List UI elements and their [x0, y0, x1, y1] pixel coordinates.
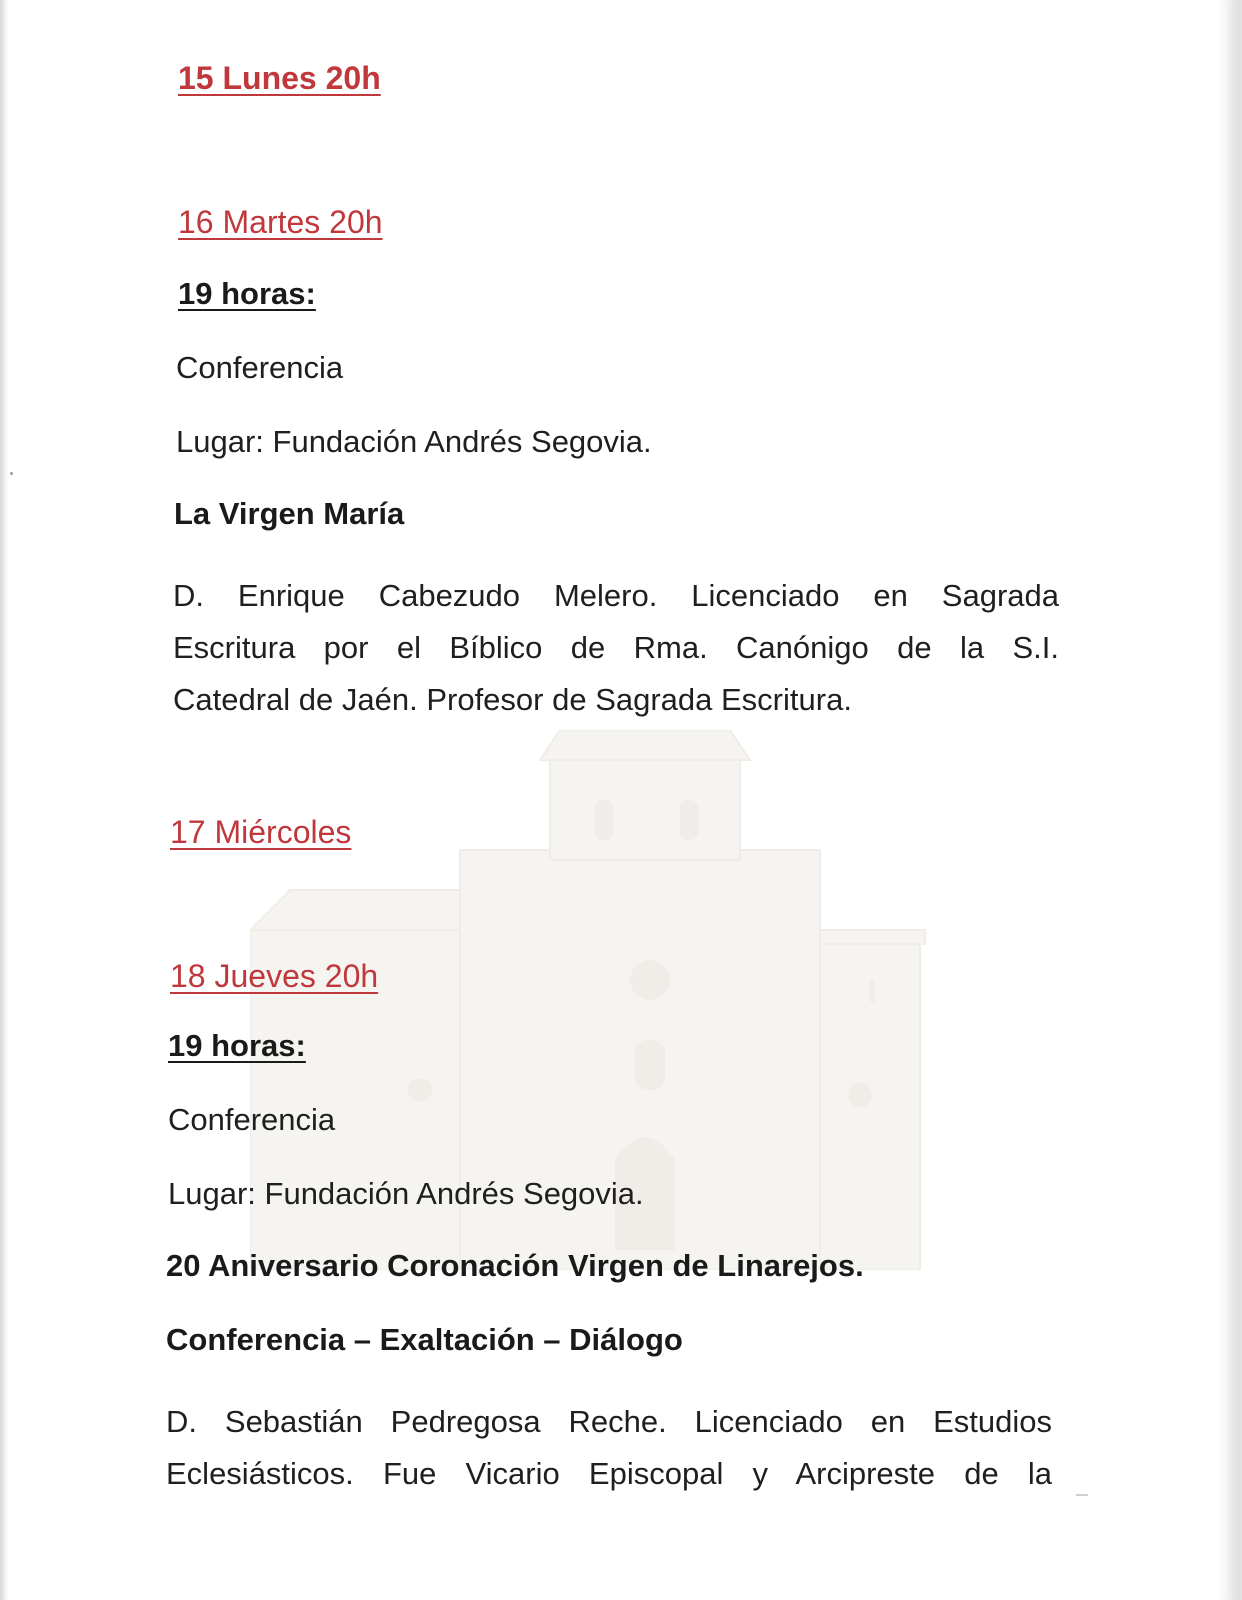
speaker-bio-line: Eclesiásticos. Fue Vicario Episcopal y Arcipreste de la: [166, 1456, 1052, 1491]
date-heading-17: 17 Miércoles: [170, 814, 352, 850]
scan-mark: [1076, 1494, 1088, 1496]
event-title-16: La Virgen María: [174, 496, 405, 531]
event-type-16: Conferencia: [176, 350, 344, 385]
speaker-bio-line: D. Enrique Cabezudo Melero. Licenciado en Sagrada: [173, 578, 1059, 613]
speaker-bio-18: [166, 1396, 1052, 1500]
date-heading-16: 16 Martes 20h: [178, 204, 383, 240]
speaker-bio-16: [173, 570, 1059, 726]
event-place-16: Lugar: Fundación Andrés Segovia.: [176, 424, 652, 459]
date-heading-18: 18 Jueves 20h: [170, 958, 379, 994]
scan-speck: [10, 472, 13, 475]
date-heading-15: 15 Lunes 20h: [178, 60, 381, 96]
speaker-bio-line: Escritura por el Bíblico de Rma. Canónigo de la S.I.: [173, 630, 1059, 665]
speaker-bio-line: Catedral de Jaén. Profesor de Sagrada Escritura.: [173, 682, 852, 717]
time-label-16: 19 horas:: [178, 276, 316, 311]
event-type-18: Conferencia: [168, 1102, 336, 1137]
event-place-18: Lugar: Fundación Andrés Segovia.: [168, 1176, 644, 1211]
time-label-18: 19 horas:: [168, 1028, 306, 1063]
event-subtitle-18: Conferencia – Exaltación – Diálogo: [166, 1322, 683, 1357]
event-title-18: 20 Aniversario Coronación Virgen de Linarejos.: [166, 1248, 864, 1283]
speaker-bio-line: D. Sebastián Pedregosa Reche. Licenciado en Estudios: [166, 1404, 1052, 1439]
